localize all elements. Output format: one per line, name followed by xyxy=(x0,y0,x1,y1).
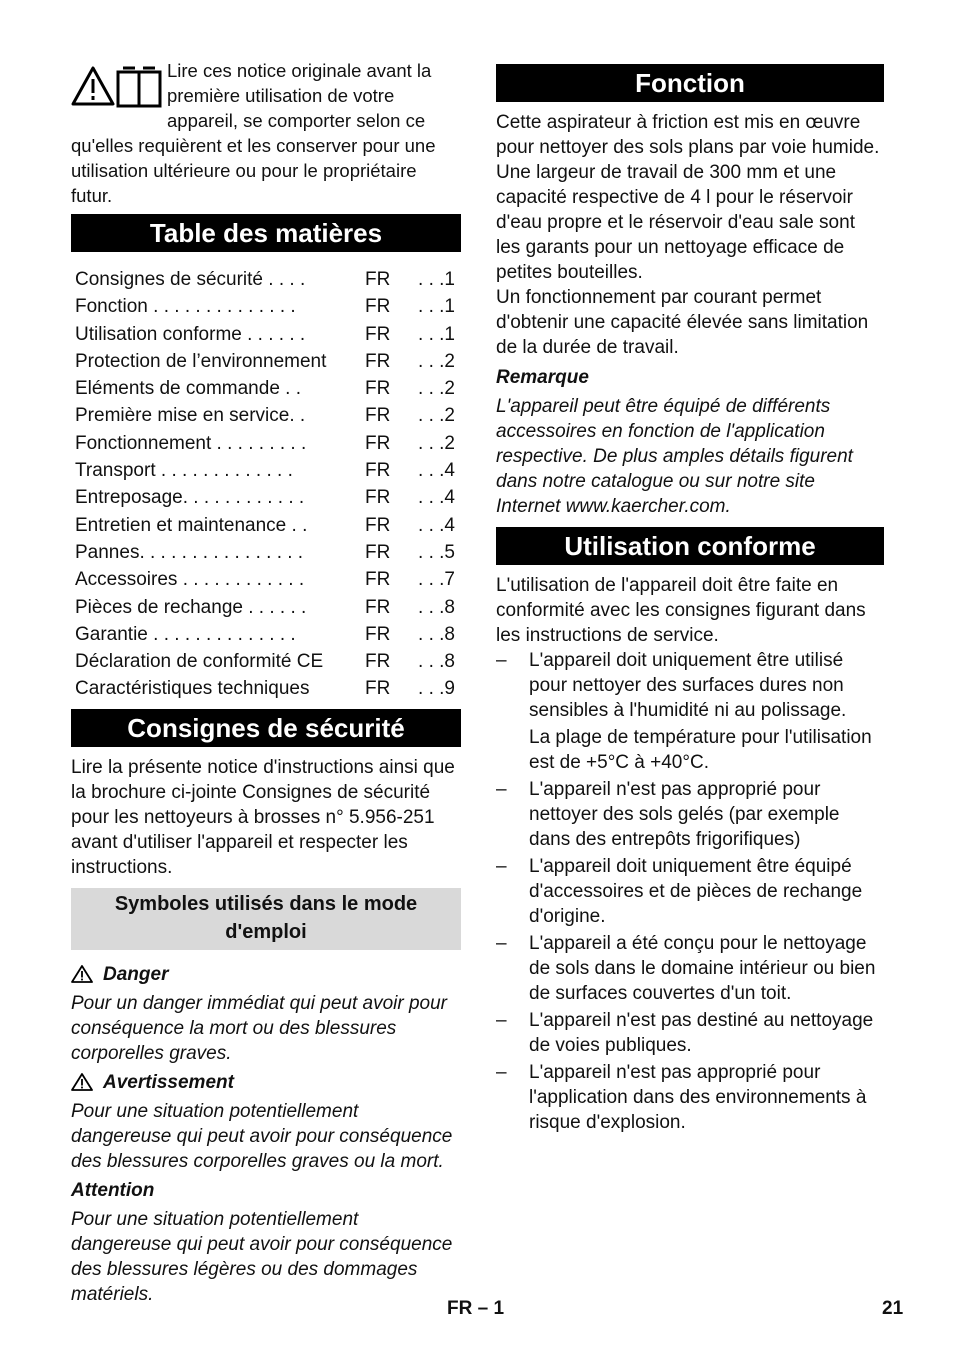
note-label: Remarque xyxy=(496,367,589,388)
toc-title: Protection de l’environnement xyxy=(75,350,327,372)
footer-section-page: FR – 1 xyxy=(447,1298,505,1319)
intro-text: Lire ces notice originale avant la première utilisation de votre appareil, se comporter selon ce qu'elles requièrent et les conserver pour une utilisation ultérieure ou pour le propriétaire futur. xyxy=(71,60,436,206)
toc-page: . . .2 xyxy=(418,405,455,427)
toc-page: . . .8 xyxy=(418,651,455,673)
warning-heading xyxy=(71,1070,461,1095)
toc-row[interactable] xyxy=(75,648,461,675)
list-item xyxy=(496,854,884,929)
list-item xyxy=(496,1060,884,1135)
toc-lang: FR xyxy=(365,623,391,645)
safety-text: Lire la présente notice d'instructions ainsi que la brochure ci-jointe Consignes de sécurité pour les nettoyeurs à brosses n° 5.956-251 avant d'utiliser l'appareil et respecter les instructions. xyxy=(71,756,455,878)
left-column xyxy=(71,58,461,1307)
toc-heading: Table des matières xyxy=(71,214,461,252)
toc-title: Pannes. . . . . . . . . . . . . . . . xyxy=(75,541,304,563)
symbols-heading: Symboles utilisés dans le mode d'emploi xyxy=(71,888,461,950)
toc-page: . . .5 xyxy=(418,541,455,563)
list-item xyxy=(496,648,884,775)
toc-row[interactable] xyxy=(75,539,461,566)
toc-title: Transport . . . . . . . . . . . . . xyxy=(75,460,293,482)
safety-heading: Consignes de sécurité xyxy=(71,709,461,747)
danger-label: Danger xyxy=(103,963,169,985)
intro-notice xyxy=(71,58,461,208)
usage-intro: L'utilisation de l'appareil doit être faite en conformité avec les consignes figurant dans les instructions de service. xyxy=(496,575,866,646)
toc-page: . . .8 xyxy=(418,623,455,645)
dash-bullet: – xyxy=(496,1010,507,1031)
list-item xyxy=(496,777,884,852)
toc-page: . . .4 xyxy=(418,514,455,536)
warning-text: Pour une situation potentiellement dangereuse qui peut avoir pour conséquence des blessures corporelles graves ou la mort. xyxy=(71,1100,453,1172)
toc-row[interactable] xyxy=(75,457,461,484)
toc-page: . . .7 xyxy=(418,569,455,591)
usage-list xyxy=(496,648,884,1135)
danger-text: Pour un danger immédiat qui peut avoir pour conséquence la mort ou des blessures corporelles graves. xyxy=(71,992,448,1064)
function-paragraph-3: Un fonctionnement par courant permet d'obtenir une capacité élevée sans limitation de la durée de travail. xyxy=(496,287,869,358)
toc-lang: FR xyxy=(365,541,391,563)
toc-page: . . .2 xyxy=(418,350,455,372)
usage-item-text: L'appareil n'est pas approprié pour l'application dans des environnements à risque d'explosion. xyxy=(529,1062,867,1133)
toc-row[interactable] xyxy=(75,566,461,593)
warning-triangle-icon xyxy=(71,965,93,983)
toc-row[interactable] xyxy=(75,484,461,511)
toc-page: . . .9 xyxy=(418,678,455,700)
toc-title: Pièces de rechange . . . . . . xyxy=(75,596,307,618)
toc-title: Eléments de commande . . xyxy=(75,378,301,400)
warning-and-manual-icon xyxy=(71,64,163,110)
toc-lang: FR xyxy=(365,651,391,673)
toc-page: . . .2 xyxy=(418,432,455,454)
toc-title: Entreposage. . . . . . . . . . . . xyxy=(75,487,305,509)
list-item xyxy=(496,931,884,1006)
toc-lang: FR xyxy=(365,569,391,591)
dash-bullet: – xyxy=(496,933,507,954)
toc-page: . . .1 xyxy=(418,296,455,318)
usage-heading: Utilisation conforme xyxy=(496,527,884,565)
dash-bullet: – xyxy=(496,856,507,877)
toc-row[interactable] xyxy=(75,402,461,429)
toc-page: . . .8 xyxy=(418,596,455,618)
note-text: L'appareil peut être équipé de différents accessoires en fonction de l'application respective. De plus amples détails figurent dans notre catalogue ou sur notre site Internet www.kaercher.com. xyxy=(496,396,853,517)
toc-page: . . .4 xyxy=(418,487,455,509)
toc-row[interactable] xyxy=(75,266,461,293)
attention-label: Attention xyxy=(71,1179,155,1201)
toc-title: Caractéristiques techniques xyxy=(75,678,310,700)
warning-triangle-icon xyxy=(71,1073,93,1091)
toc-title: Entretien et maintenance . . xyxy=(75,514,308,536)
toc-lang: FR xyxy=(365,350,391,372)
toc-page: . . .1 xyxy=(418,269,455,290)
toc-title: Utilisation conforme . . . . . . xyxy=(75,323,306,345)
danger-heading xyxy=(71,962,461,987)
toc-lang: FR xyxy=(365,432,391,454)
toc-row[interactable] xyxy=(75,594,461,621)
footer-page-number: 21 xyxy=(882,1298,904,1319)
warning-label: Avertissement xyxy=(103,1071,234,1093)
toc-row[interactable] xyxy=(75,512,461,539)
toc-lang: FR xyxy=(365,460,391,482)
toc-lang: FR xyxy=(365,296,391,318)
toc-row[interactable] xyxy=(75,621,461,648)
toc-title: Fonctionnement . . . . . . . . . xyxy=(75,432,307,454)
toc-row[interactable] xyxy=(75,321,461,348)
toc-page: . . .2 xyxy=(418,378,455,400)
dash-bullet: – xyxy=(496,650,507,671)
list-item xyxy=(496,1008,884,1058)
toc-lang: FR xyxy=(365,378,391,400)
toc-row[interactable] xyxy=(75,430,461,457)
toc-lang: FR xyxy=(365,269,391,290)
toc-lang: FR xyxy=(365,678,391,700)
toc-lang: FR xyxy=(365,323,391,345)
function-paragraph-2: Une largeur de travail de 300 mm et une capacité respective de 4 l pour le réservoir d'eau propre et le réservoir d'eau sale sont les garants pour un nettoyage efficace de petites bouteilles. xyxy=(496,162,855,283)
toc-row[interactable] xyxy=(75,675,461,702)
temperature-note: La plage de température pour l'utilisation est de +5°C à +40°C. xyxy=(529,727,872,773)
right-column xyxy=(496,64,884,1137)
dash-bullet: – xyxy=(496,779,507,800)
toc-title: Consignes de sécurité . . . . xyxy=(75,269,306,290)
toc-lang: FR xyxy=(365,405,391,427)
toc-page: . . .4 xyxy=(418,460,455,482)
function-paragraph-1: Cette aspirateur à friction est mis en œuvre pour nettoyer des sols plans par voie humide. xyxy=(496,112,880,158)
toc-row[interactable] xyxy=(75,293,461,320)
toc-page: . . .1 xyxy=(418,323,455,345)
usage-item-text: L'appareil a été conçu pour le nettoyage de sols dans le domaine intérieur ou bien de surfaces couvertes d'un toit. xyxy=(529,933,876,1004)
toc-lang: FR xyxy=(365,514,391,536)
toc-lang: FR xyxy=(365,487,391,509)
toc-title: Fonction . . . . . . . . . . . . . . xyxy=(75,296,296,318)
toc-title: Garantie . . . . . . . . . . . . . . xyxy=(75,623,296,645)
toc-row[interactable] xyxy=(75,348,461,375)
usage-item-text: L'appareil n'est pas approprié pour nettoyer des sols gelés (par exemple dans des entrepôts frigorifiques) xyxy=(529,779,840,850)
table-of-contents xyxy=(75,266,461,703)
usage-item-text: L'appareil doit uniquement être équipé d'accessoires et de pièces de rechange d'origine. xyxy=(529,856,863,927)
usage-item-text: L'appareil n'est pas destiné au nettoyage de voies publiques. xyxy=(529,1010,874,1056)
attention-text: Pour une situation potentiellement dangereuse qui peut avoir pour conséquence des blessures légères ou des dommages matériels. xyxy=(71,1208,453,1305)
toc-lang: FR xyxy=(365,596,391,618)
toc-title: Première mise en service. . xyxy=(75,405,306,427)
usage-item-text: L'appareil doit uniquement être utilisé pour nettoyer des surfaces dures non sensibles à l'humidité ni au polissage. xyxy=(529,650,847,721)
function-heading: Fonction xyxy=(496,64,884,102)
toc-row[interactable] xyxy=(75,375,461,402)
toc-title: Accessoires . . . . . . . . . . . . xyxy=(75,569,305,591)
dash-bullet: – xyxy=(496,1062,507,1083)
toc-title: Déclaration de conformité CE xyxy=(75,651,324,673)
